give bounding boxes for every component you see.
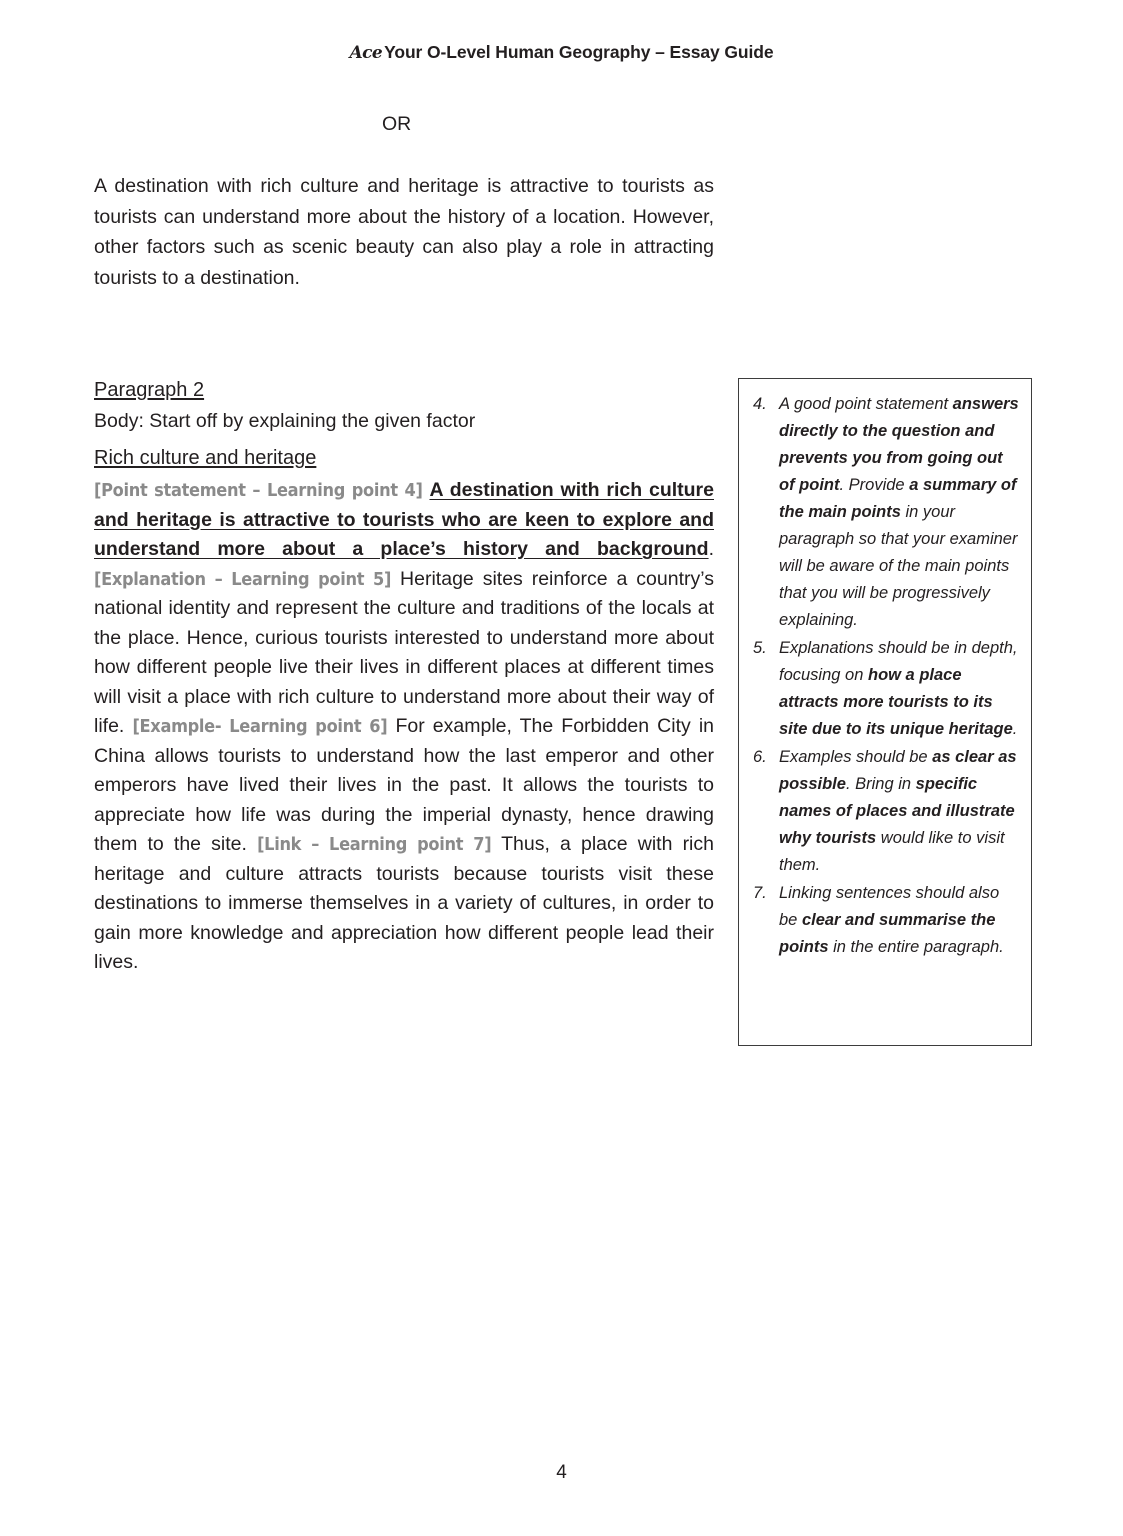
- tips-list-item-text: [779, 744, 1021, 879]
- tips-list-item-text: [779, 635, 1021, 743]
- tips-plain-run: . Provide: [839, 476, 910, 494]
- tips-plain-run: Linking sentences should also be: [779, 884, 1000, 929]
- tips-plain-run: in your paragraph so that your examiner will be aware of the main points that you will be progressively explaining.: [779, 503, 1018, 629]
- tips-plain-run: A good point statement: [779, 395, 953, 413]
- tips-plain-run: would like to visit them.: [779, 829, 1005, 874]
- marker-point-statement: [Point statement – Learning point 4]: [94, 480, 423, 501]
- tips-list-item-text: [779, 391, 1021, 634]
- factor-heading-wrap: [94, 436, 714, 473]
- page-number: 4: [556, 1462, 567, 1483]
- link-text: Thus, a place with rich heritage and culture attracts tourists because tourists visit these destinations to immerse themselves in a variety of cultures, in order to gain more knowledge and appreciation how different people lead their lives.: [94, 833, 714, 973]
- tips-list-item-number: 4.: [753, 395, 767, 413]
- factor-heading: Rich culture and heritage: [94, 447, 317, 469]
- tips-emphasis-run: clear and summarise the points: [779, 911, 996, 956]
- marker-link: [Link – Learning point 7]: [257, 834, 492, 855]
- tips-list-item-number: 5.: [753, 639, 767, 657]
- tips-list-item-text: [779, 880, 1021, 961]
- tips-plain-run: in the entire paragraph.: [828, 938, 1004, 956]
- tips-plain-run: . Bring in: [845, 775, 916, 793]
- tips-callout-box: [738, 378, 1032, 1046]
- intro-paragraph: A destination with rich culture and heritage is attractive to tourists as tourists can understand more about the history of a location. However, other factors such as scenic beauty can also play a role in attracting tourists to a destination.: [94, 175, 714, 289]
- tips-list-item-number: 7.: [753, 884, 767, 902]
- tips-emphasis-run: specific names of places and illustrate why tourists: [779, 775, 1015, 847]
- or-divider-label: OR: [382, 113, 412, 135]
- tips-plain-run: Examples should be: [779, 748, 933, 766]
- paragraph-subheading: Body: Start off by explaining the given factor: [94, 410, 476, 432]
- tips-list-item: [745, 880, 1021, 961]
- tips-plain-run: Explanations should be in depth, focusing on: [779, 639, 1018, 684]
- paragraph-heading: Paragraph 2: [94, 379, 205, 401]
- marker-explanation: [Explanation – Learning point 5]: [94, 568, 392, 590]
- tips-emphasis-run: a summary of the main points: [779, 476, 1017, 521]
- page-header: [0, 42, 1123, 63]
- explanation-text: Heritage sites reinforce a country’s national identity and represent the culture and traditions of the locals at the place. Hence, curious tourists interested to understand more about how different people live their lives in different places at different times will visit a place with rich culture to understand more about their way of life.: [94, 567, 714, 737]
- brand-wordmark: Ace: [349, 43, 383, 63]
- tips-list-item: [745, 744, 1021, 879]
- tips-list: [745, 391, 1021, 961]
- marker-example: [Example- Learning point 6]: [132, 716, 388, 737]
- tips-list-item: [745, 635, 1021, 743]
- tips-plain-run: .: [1012, 720, 1018, 738]
- tips-list-item-number: 6.: [753, 748, 767, 766]
- tips-emphasis-run: as clear as possible: [779, 748, 1017, 793]
- paragraph-heading-wrap: [94, 376, 714, 405]
- body-paragraph: [94, 476, 714, 978]
- tips-emphasis-run: answers directly to the question and prevents you from going out of point: [779, 395, 1019, 494]
- point-statement-text: A destination with rich culture and heritage is attractive to tourists who are keen to explore and understand more about a place’s history and background: [94, 479, 714, 560]
- tips-list-item: [745, 391, 1021, 634]
- example-text: For example, The Forbidden City in China allows tourists to understand how the last emperor and other emperors have lived their lives in the past. It allows the tourists to appreciate how life was during the imperial dynasty, hence drawing them to the site.: [94, 715, 715, 855]
- header-title: Your O-Level Human Geography – Essay Guide: [384, 42, 774, 62]
- tips-emphasis-run: how a place attracts more tourists to its site due to its unique heritage: [779, 666, 1013, 738]
- point-statement-period: .: [708, 538, 714, 560]
- main-content-column: [94, 376, 714, 978]
